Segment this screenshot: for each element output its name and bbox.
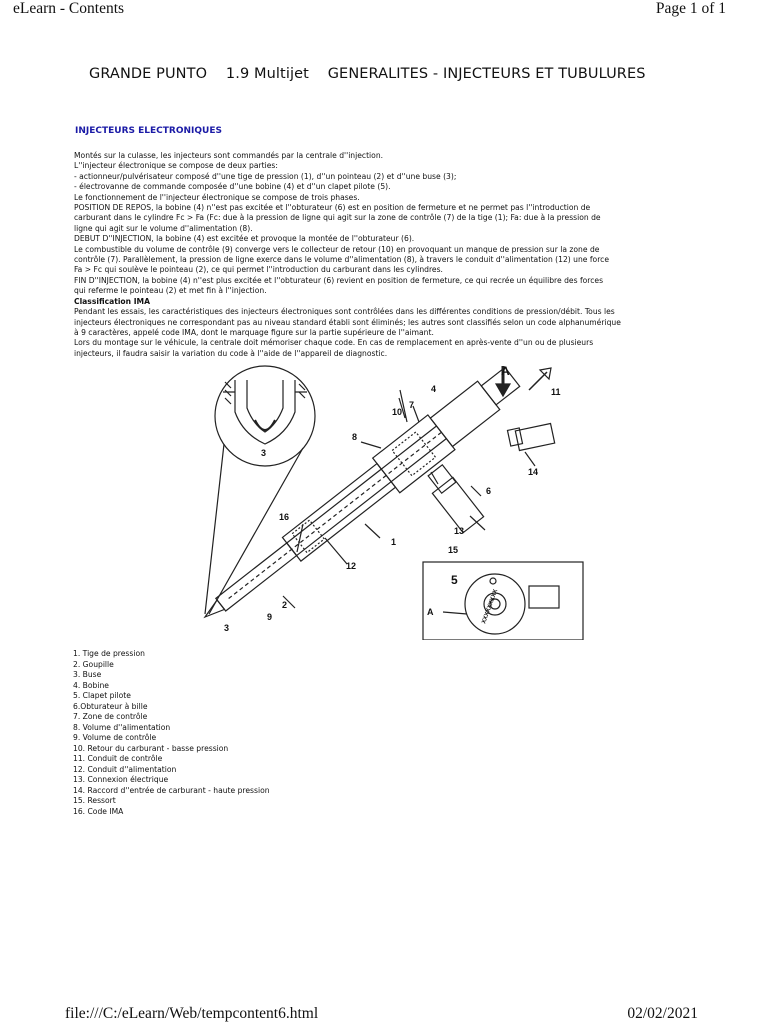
body-line: Fa > Fc qui soulève le pointeau (2), ce qui permet l''introduction du carburant dans les cylindres.	[74, 265, 443, 275]
body-line: Le combustible du volume de contrôle (9) converge vers le collecteur de retour (10) en provoquant un manque de pression sur la zone de	[74, 244, 600, 254]
body-line: carburant dans le cylindre Fc > Fa (Fc: due à la pression de ligne qui agit sur la zone de contrôle (7) de la tige (1); Fa: due à la pression de	[74, 213, 601, 223]
legend-item: 2. Goupille	[73, 659, 114, 669]
body-line: - électrovanne de commande composée d''une bobine (4) et d''un clapet pilote (5).	[74, 182, 391, 192]
ima-line: Pendant les essais, les caractéristiques des injecteurs électroniques sont contrôlées dans les différentes conditions de pression/débit. Tous les	[74, 307, 615, 317]
callout-16: A	[427, 607, 434, 617]
injector-body	[195, 362, 526, 634]
callout-11: 13	[454, 526, 465, 536]
ima-line: à 9 caractères, appelé code IMA, dont le marquage figure sur la partie supérieure de l''aimant.	[74, 327, 434, 337]
electrical-connector	[507, 423, 554, 450]
body-line: Le fonctionnement de l''injecteur électronique se compose de trois phases.	[74, 192, 360, 202]
body-line: POSITION DE REPOS, la bobine (4) n''est pas excitée et l''obturateur (6) est en position de fermeture et ne permet pas l''introduction de	[74, 203, 591, 213]
callout-7: 8	[352, 432, 358, 442]
callout-2: 2	[282, 600, 288, 610]
callout-1: 1	[391, 537, 397, 547]
callout-8: 9	[267, 612, 273, 622]
legend-item: 3. Buse	[73, 670, 102, 679]
browser-print-title: eLearn - Contents	[13, 0, 125, 17]
legend-item: 16. Code IMA	[73, 806, 124, 816]
callout-a-top: A	[501, 364, 510, 378]
legend-item: 1. Tige de pression	[73, 649, 145, 658]
callout-3-zoom: 3	[261, 448, 267, 458]
callout-3: 3	[224, 623, 230, 633]
parts-legend	[73, 649, 270, 817]
legend-item: 8. Volume d''alimentation	[73, 722, 171, 732]
callout-12: 12	[346, 561, 357, 571]
body-line: qui referme le pointeau (2) et met fin à l''injection.	[74, 286, 267, 296]
callout-4: 4	[431, 384, 437, 394]
legend-item: 15. Ressort	[73, 796, 116, 805]
arrow-a-head-icon	[496, 384, 510, 396]
body-line: ligne qui agit sur le volume d''alimentation (8).	[74, 223, 253, 233]
callout-6: 6	[486, 486, 492, 496]
body-line: FIN D''INJECTION, la bobine (4) n''est plus excitée et l''obturateur (6) revient en position de fermeture, ce qui recrée un équilibre des forces	[74, 275, 604, 285]
legend-item: 4. Bobine	[73, 680, 109, 690]
callout-15: 16	[279, 512, 290, 522]
page-url: file:///C:/eLearn/Web/tempcontent6.html	[65, 1005, 319, 1022]
ima-line: injecteurs, il faudra saisir la variation du code à l''aide de l''appareil de diagnostic.	[74, 348, 388, 358]
subheading-ima: Classification IMA	[74, 296, 150, 306]
callout-10: 11	[551, 387, 561, 397]
ima-tab	[529, 586, 559, 608]
section-heading: INJECTEURS ELECTRONIQUES	[75, 126, 222, 136]
ima-dot	[490, 578, 496, 584]
injector-diagram	[195, 362, 585, 640]
page-counter: Page 1 of 1	[655, 0, 726, 17]
body-line: L''injecteur électronique se compose de deux parties:	[74, 161, 278, 171]
legend-item: 10. Retour du carburant - basse pression	[73, 743, 229, 753]
body-line: DEBUT D''INJECTION, la bobine (4) est excitée et provoque la montée de l''obturateur (6).	[74, 234, 415, 244]
legend-item: 9. Volume de contrôle	[73, 733, 157, 742]
body-line: - actionneur/pulvérisateur composé d''une tige de pression (1), d''un pointeau (2) et d''une buse (3);	[74, 171, 457, 181]
ima-line: injecteurs électroniques ne correspondant pas au niveau standard établi sont éliminés; les autres sont classifiés selon un code alphanumérique	[74, 317, 621, 327]
fuel-inlet-fitting	[428, 465, 484, 533]
page-title: GRANDE PUNTO 1.9 Multijet GENERALITES - INJECTEURS ET TUBULURES	[89, 66, 646, 82]
legend-item: 12. Conduit d''alimentation	[73, 764, 177, 774]
ima-line: Lors du montage sur le véhicule, la centrale doit mémoriser chaque code. En cas de remplacement en après-vente d''un ou de plusieurs	[74, 338, 594, 348]
ima-code-print: XXXXXXXXX	[481, 588, 500, 625]
body-line: contrôle (7). Parallèlement, la pression de ligne exerce dans le volume d''alimentation (8), à travers le conduit d''alimentation (12) une force	[74, 255, 610, 265]
legend-item: 5. Clapet pilote	[73, 691, 131, 700]
body-text	[74, 151, 714, 359]
callout-a-inset: 5	[451, 573, 458, 587]
callout-14: 15	[448, 545, 459, 555]
callout-13: 14	[528, 467, 539, 477]
body-line: Montés sur la culasse, les injecteurs sont commandés par la centrale d''injection.	[74, 151, 384, 160]
print-date: 02/02/2021	[627, 1005, 698, 1022]
callout-9: 10	[392, 407, 403, 417]
legend-item: 7. Zone de contrôle	[73, 712, 148, 721]
callout-5: 7	[409, 400, 415, 410]
legend-item: 14. Raccord d''entrée de carburant - haute pression	[73, 785, 270, 795]
legend-item: 6.Obturateur à bille	[73, 701, 148, 711]
nozzle-zoom-detail	[223, 380, 307, 444]
legend-item: 11. Conduit de contrôle	[73, 754, 163, 763]
legend-item: 13. Connexion électrique	[73, 775, 169, 784]
ima-leader-line	[443, 612, 467, 614]
